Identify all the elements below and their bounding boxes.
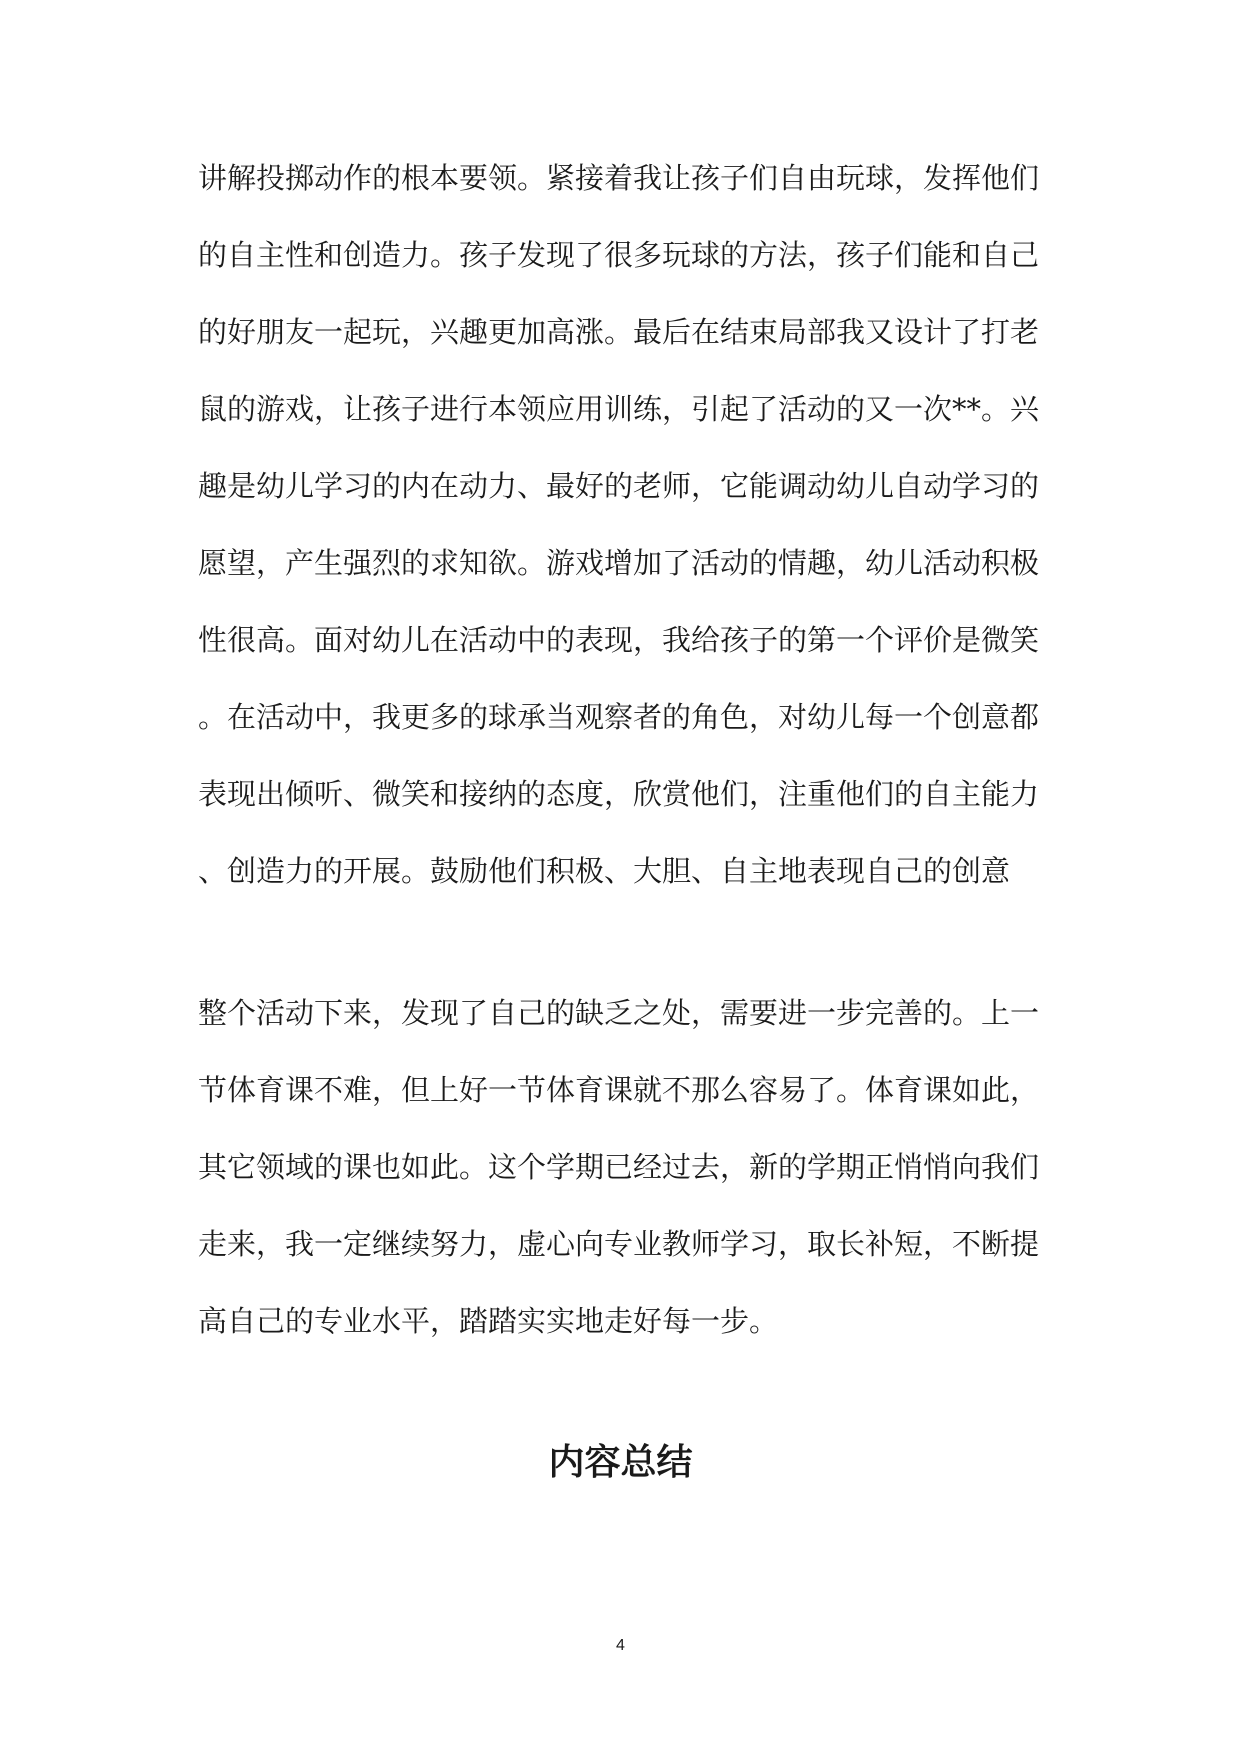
text-line: 性很高。面对幼儿在活动中的表现，我给孩子的第一个评价是微笑 <box>198 623 1040 657</box>
text-line: 节体育课不难，但上好一节体育课就不那么容易了。体育课如此， <box>198 1073 1040 1107</box>
paragraph-2 <box>198 975 1058 1360</box>
text-line: 走来，我一定继续努力，虚心向专业教师学习，取长补短，不断提 <box>198 1227 1040 1261</box>
text-line: 的好朋友一起玩，兴趣更加高涨。最后在结束局部我又设计了打老 <box>198 315 1040 349</box>
text-line: 、创造力的开展。鼓励他们积极、大胆、自主地表现自己的创意 <box>198 854 1011 888</box>
paragraph-1 <box>198 140 1058 910</box>
text-line: 高自己的专业水平，踏踏实实地走好每一步。 <box>198 1304 779 1338</box>
text-line: 鼠的游戏，让孩子进行本领应用训练，引起了活动的又一次**。兴 <box>198 392 1040 426</box>
section-heading: 内容总结 <box>548 1442 693 1483</box>
text-line: 的自主性和创造力。孩子发现了很多玩球的方法，孩子们能和自己 <box>198 238 1040 272</box>
text-line: 。在活动中，我更多的球承当观察者的角色，对幼儿每一个创意都 <box>198 700 1040 734</box>
text-line: 愿望，产生强烈的求知欲。游戏增加了活动的情趣，幼儿活动积极 <box>198 546 1040 580</box>
text-line: 讲解投掷动作的根本要领。紧接着我让孩子们自由玩球，发挥他们 <box>198 161 1040 195</box>
text-line: 其它领域的课也如此。这个学期已经过去，新的学期正悄悄向我们 <box>198 1150 1040 1184</box>
page-number: 4 <box>616 1637 625 1654</box>
text-line: 趣是幼儿学习的内在动力、最好的老师，它能调动幼儿自动学习的 <box>198 469 1040 503</box>
text-line: 表现出倾听、微笑和接纳的态度，欣赏他们，注重他们的自主能力 <box>198 777 1040 811</box>
text-line: 整个活动下来，发现了自己的缺乏之处，需要进一步完善的。上一 <box>198 996 1040 1030</box>
